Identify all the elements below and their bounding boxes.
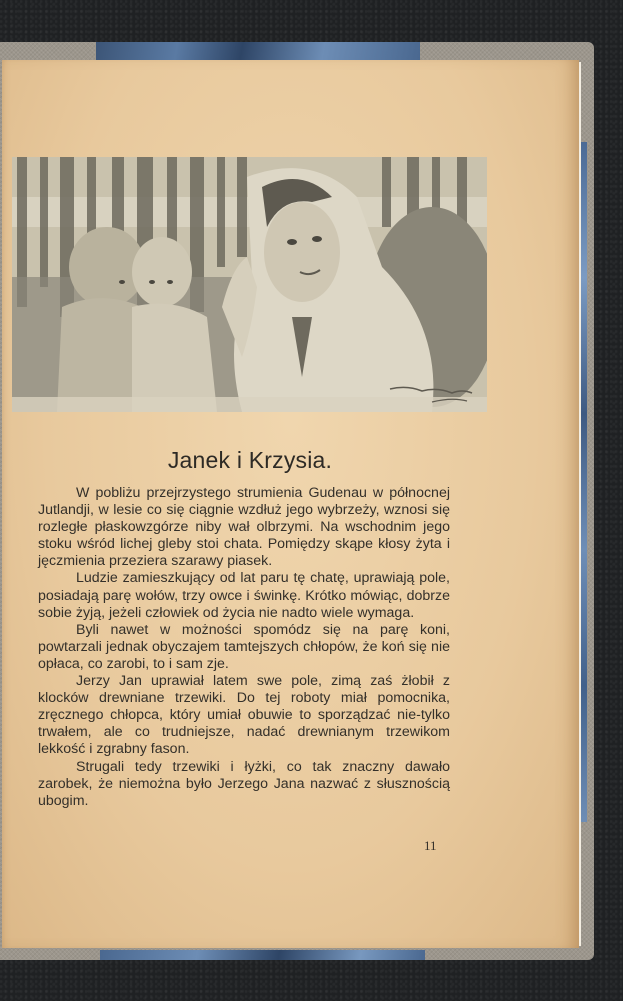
page-number: 11 — [424, 838, 437, 853]
paragraph: Ludzie zamieszkujący od lat paru tę chatę, uprawiają pole, posiadają parę wołów, trzy owce i świnkę. Krótko mówiąc, dobrze sobie żyją, jeżeli człowiek od życia nie nadto wiele wymaga. — [38, 570, 450, 621]
illustration-image — [12, 157, 487, 412]
chapter-body — [38, 485, 450, 810]
marbled-edge-top — [96, 42, 420, 60]
paragraph: W pobliżu przejrzystego strumienia Gudenau w północnej Jutlandji, w lesie co się ciągnie wzdłuż jego wybrzeży, wznosi się rozległe płaskowzgórze niby wał olbrzymi. Na wschodnim jego stoku wśród lichej gleby stoi chata. Pomiędzy skąpe kłosy żyta i jęczmienia przeziera szarawy piasek. — [38, 485, 450, 570]
chapter-title: Janek i Krzysia. — [167, 447, 333, 473]
chapter-illustration — [12, 157, 487, 412]
paragraph: Jerzy Jan uprawiał latem swe pole, zimą zaś żłobił z klocków drewniane trzewiki. Do tej roboty miał pomocnika, zręcznego chłopca, który umiał obuwie to sporządzać nie-tylko trwałem, ale co trudniejsze, nadać drewnianym trzewikom lekkość i zgrabny fason. — [38, 673, 450, 758]
marbled-edge-bottom — [100, 950, 425, 960]
paragraph: Strugali tedy trzewiki i łyżki, co tak znaczny dawało zarobek, że niemożna było Jerzego Jana nazwać z słusznością ubogim. — [38, 758, 450, 809]
paragraph: Byli nawet w możności spomódz się na parę koni, powtarzali jednak obyczajem tamtejszych chłopów, że koń się nie opłaca, co zarobi, to i sam zje. — [38, 621, 450, 672]
